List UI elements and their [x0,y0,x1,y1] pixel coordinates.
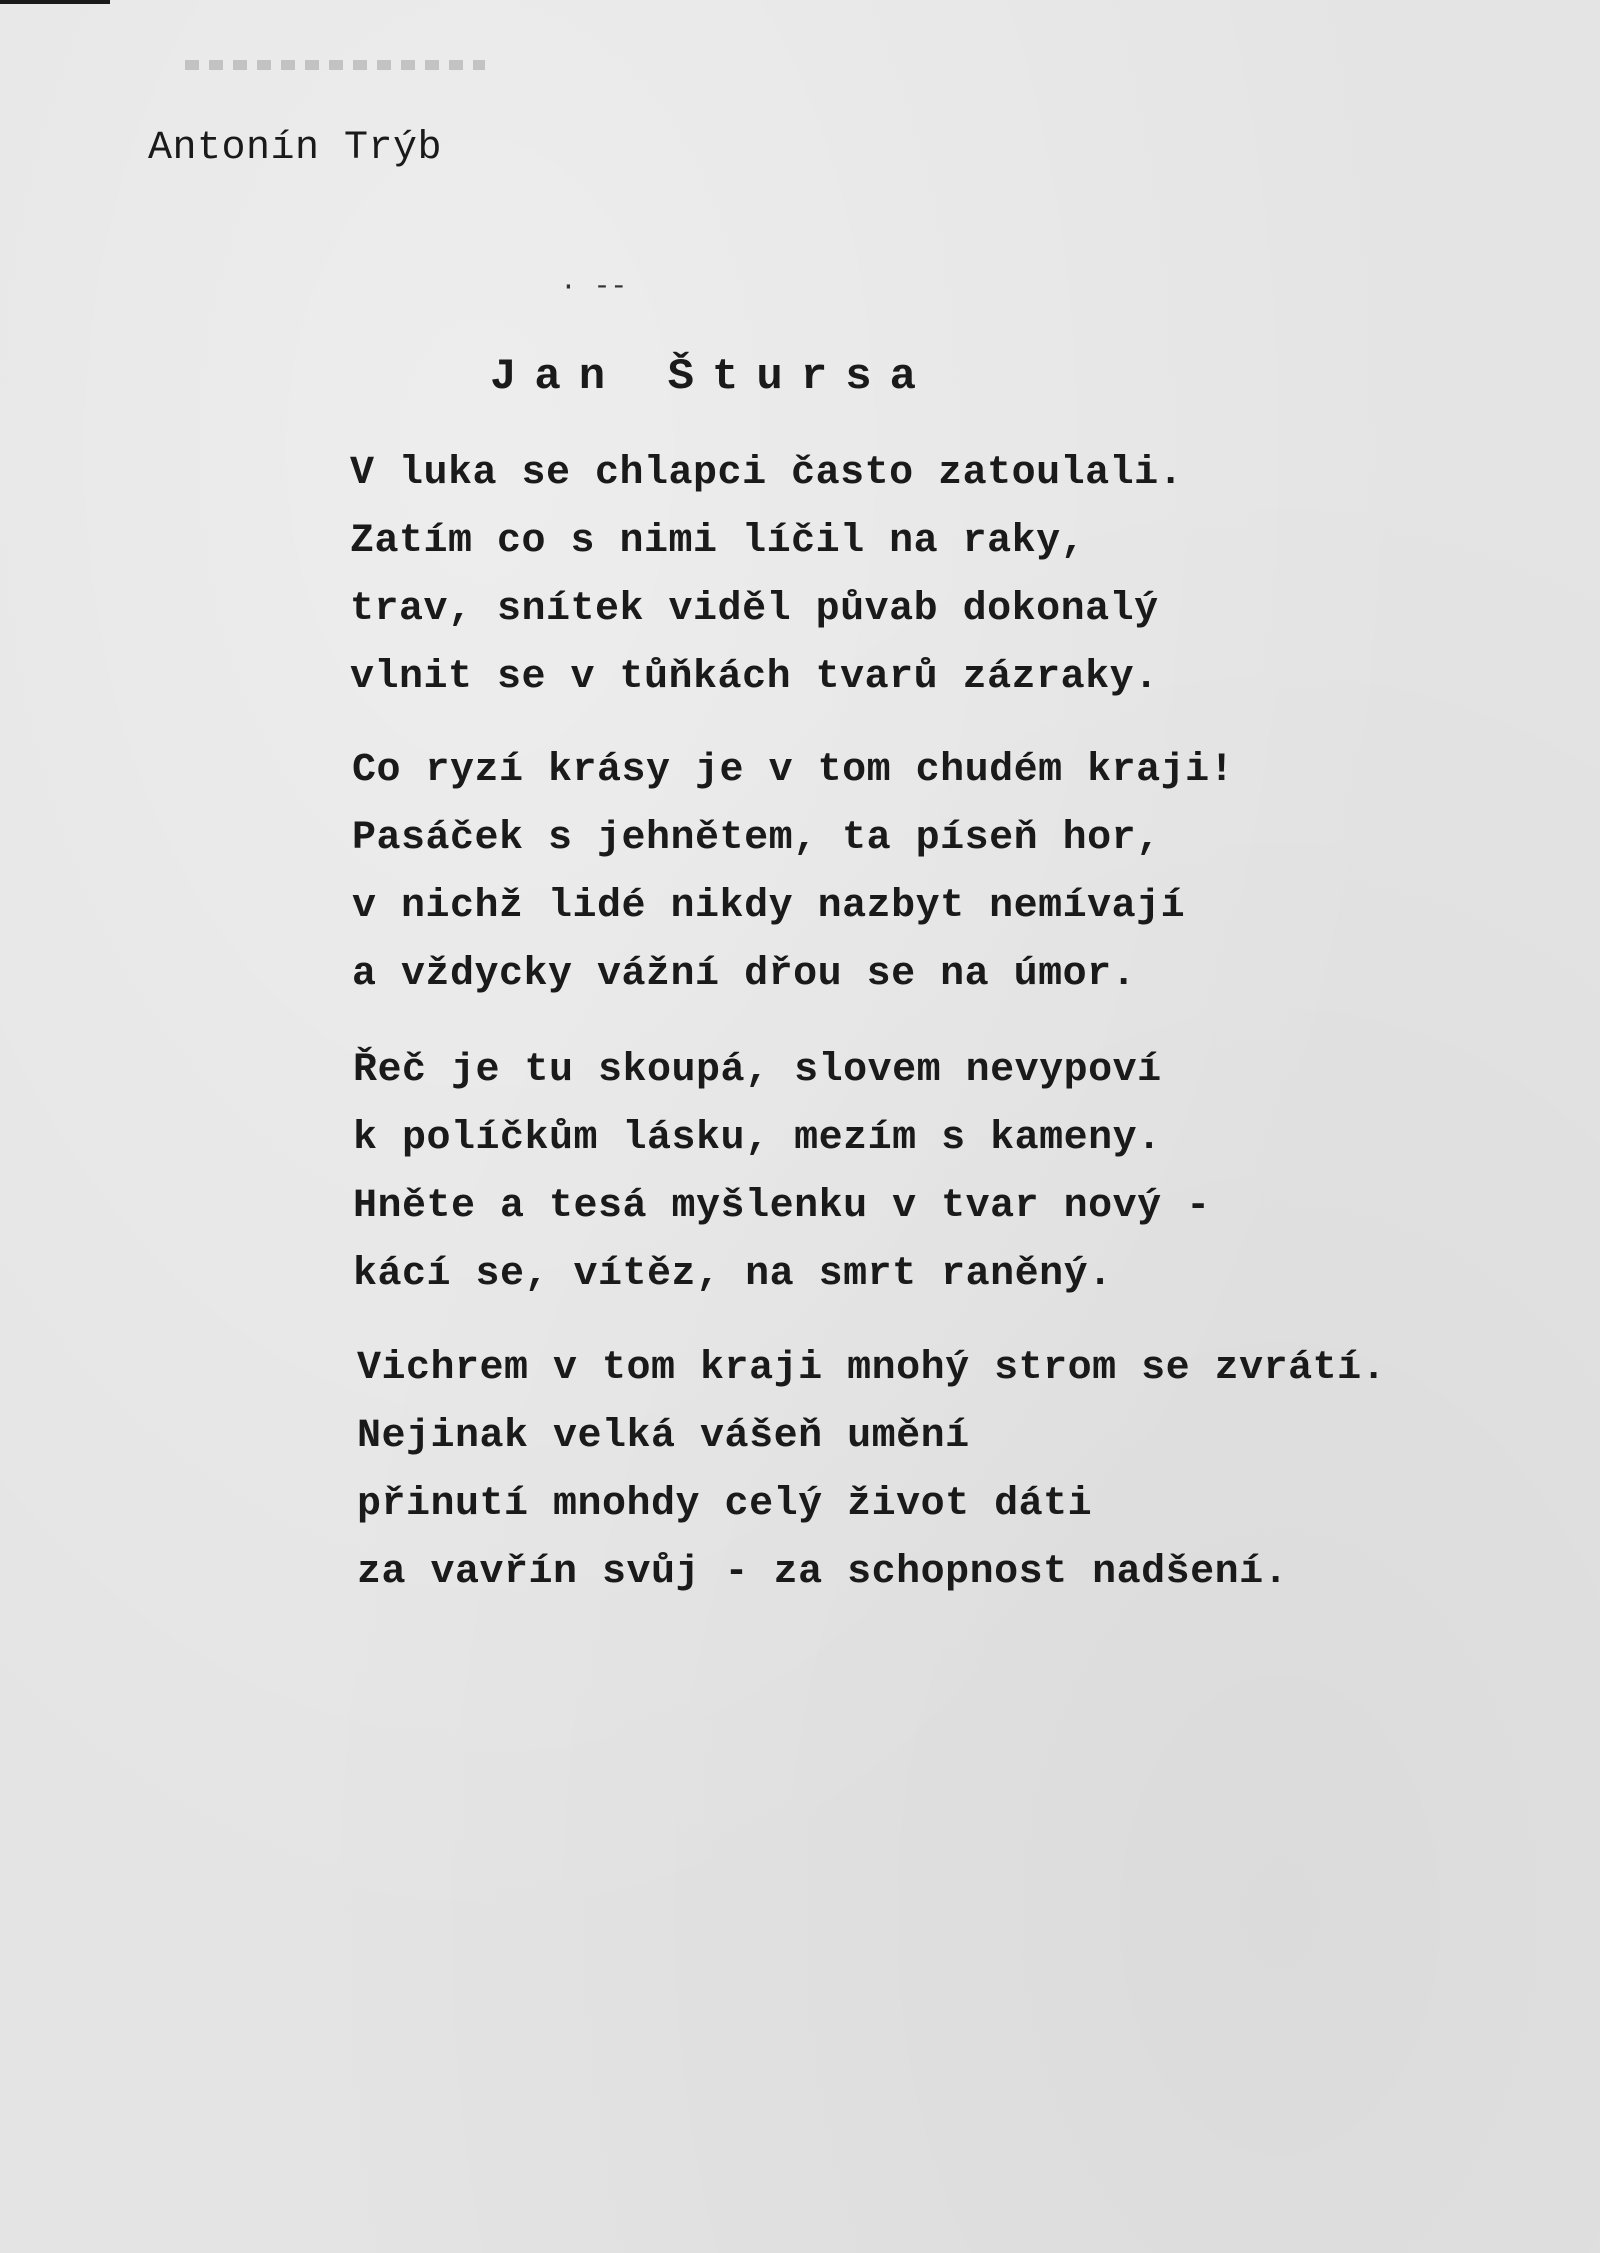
faded-typing-residue [185,60,485,70]
poem-line: Řeč je tu skoupá, slovem nevypoví [353,1048,1162,1093]
poem-line: trav, snítek viděl půvab dokonalý [350,587,1159,632]
poem-line: Hněte a tesá myšlenku v tvar nový - [353,1184,1211,1229]
poem-line: kácí se, vítěz, na smrt raněný. [353,1252,1113,1297]
poem-line: k políčkům lásku, mezím s kameny. [353,1116,1162,1161]
poem-line: Pasáček s jehnětem, ta píseň hor, [352,816,1161,861]
poem-line: Zatím co s nimi líčil na raky, [350,519,1086,564]
poem-line: a vždycky vážní dřou se na úmor. [352,952,1137,997]
stanza-1 [350,440,1183,712]
poem-line: v nichž lidé nikdy nazbyt nemívají [352,884,1186,929]
poem-line: za vavřín svůj - za schopnost nadšení. [357,1550,1289,1595]
poem-line: vlnit se v tůňkách tvarů zázraky. [350,655,1159,700]
stanza-4 [357,1335,1386,1607]
typed-mark: · -- [560,272,628,303]
poem-line: Nejinak velká vášeň umění [357,1414,970,1459]
author-name: Antonín Trýb [148,126,443,171]
poem-line: Vichrem v tom kraji mnohý strom se zvrátí. [357,1346,1387,1391]
stanza-2 [352,737,1234,1009]
poem-line: Co ryzí krásy je v tom chudém kraji! [352,748,1235,793]
scan-edge [0,0,110,4]
stanza-3 [353,1037,1211,1309]
poem-title: Jan Štursa [490,352,935,402]
poem-line: V luka se chlapci často zatoulali. [350,451,1184,496]
poem-line: přinutí mnohdy celý život dáti [357,1482,1093,1527]
